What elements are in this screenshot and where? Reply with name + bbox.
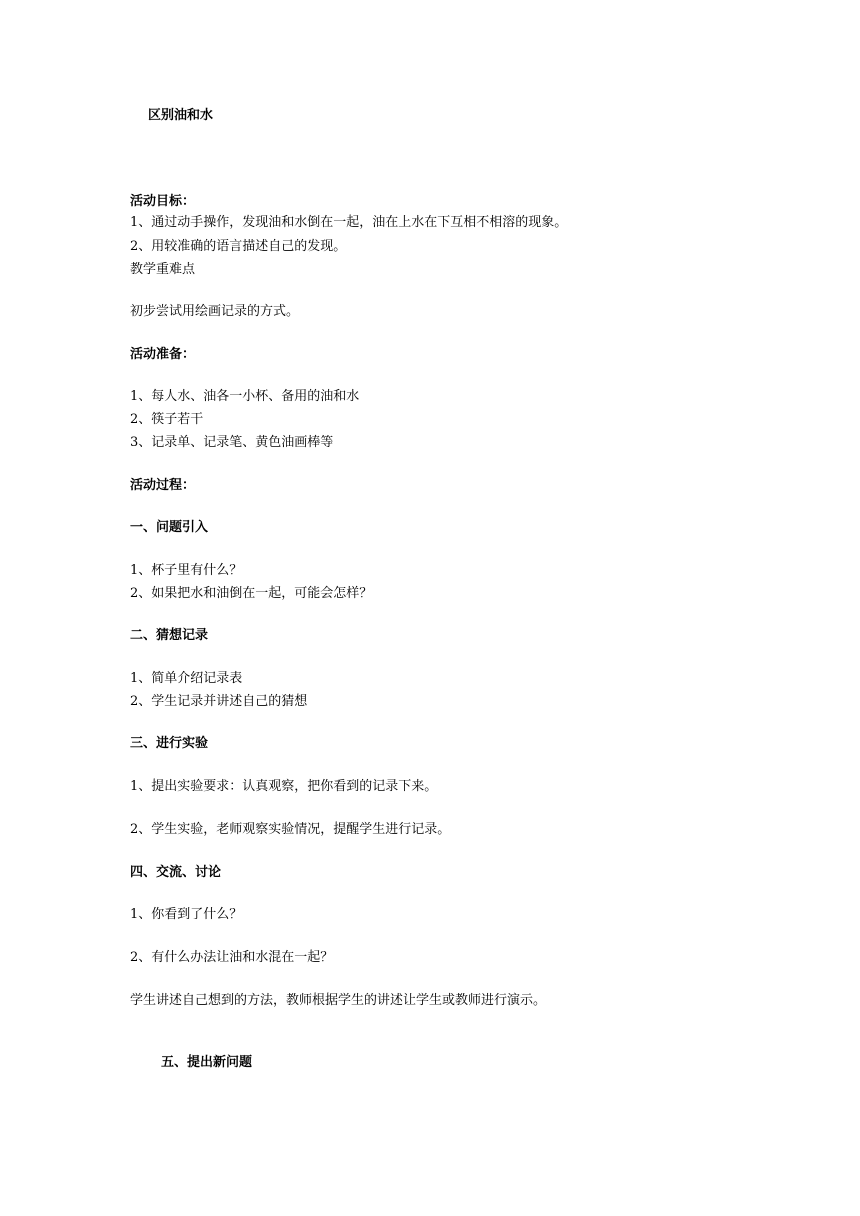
section-heading: 一、问题引入 xyxy=(130,520,209,535)
section-item: 1、杯子里有什么？ xyxy=(130,563,243,578)
section-heading: 五、提出新问题 xyxy=(161,1055,253,1070)
section-heading: 四、交流、讨论 xyxy=(130,865,222,880)
section-item: 1、你看到了什么？ xyxy=(130,907,243,922)
key-points-heading: 教学重难点 xyxy=(130,262,196,277)
preparation-item: 1、每人水、油各一小杯、备用的油和水 xyxy=(130,389,360,404)
process-heading: 活动过程： xyxy=(130,478,196,493)
preparation-item: 3、记录单、记录笔、黄色油画棒等 xyxy=(130,435,334,450)
section-item: 学生讲述自己想到的方法，教师根据学生的讲述让学生或教师进行演示。 xyxy=(130,993,547,1008)
goal-item: 2、用较准确的语言描述自己的发现。 xyxy=(130,239,347,254)
section-item: 2、如果把水和油倒在一起，可能会怎样？ xyxy=(130,586,373,601)
section-item: 2、有什么办法让油和水混在一起？ xyxy=(130,950,334,965)
document-title: 区别油和水 xyxy=(148,108,214,123)
section-item: 1、提出实验要求：认真观察，把你看到的记录下来。 xyxy=(130,779,438,794)
key-points-text: 初步尝试用绘画记录的方式。 xyxy=(130,304,300,319)
preparation-item: 2、筷子若干 xyxy=(130,412,204,427)
section-heading: 二、猜想记录 xyxy=(130,628,209,643)
preparation-heading: 活动准备： xyxy=(130,347,196,362)
goal-item: 1、通过动手操作，发现油和水倒在一起，油在上水在下互相不相溶的现象。 xyxy=(130,215,568,230)
section-item: 2、学生记录并讲述自己的猜想 xyxy=(130,694,308,709)
section-heading: 三、进行实验 xyxy=(130,736,209,751)
goals-heading: 活动目标： xyxy=(130,194,196,209)
section-item: 1、简单介绍记录表 xyxy=(130,671,243,686)
section-item: 2、学生实验，老师观察实验情况，提醒学生进行记录。 xyxy=(130,822,451,837)
